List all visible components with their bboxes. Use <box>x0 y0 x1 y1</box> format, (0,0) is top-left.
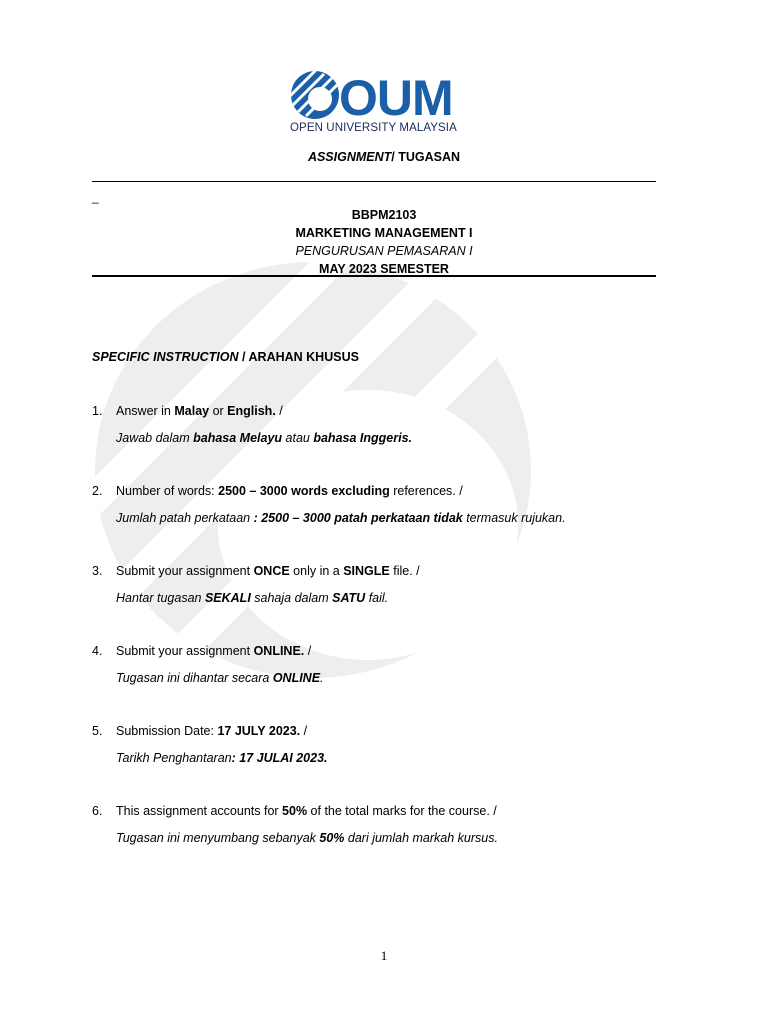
instruction-text-en <box>116 724 307 738</box>
instructions-title-ms: ARAHAN KHUSUS <box>248 350 359 364</box>
oum-logo <box>290 70 470 136</box>
text-run: . <box>320 671 324 685</box>
text-run: ONLINE <box>272 671 321 685</box>
course-code: BBPM2103 <box>351 208 417 222</box>
text-run: Answer in <box>116 404 175 418</box>
instruction-text-ms <box>116 671 324 685</box>
text-run: atau <box>282 431 314 445</box>
document-type-heading <box>0 150 768 164</box>
instruction-text-en <box>116 484 463 498</box>
doc-type-ms: TUGASAN <box>398 150 461 164</box>
instruction-number: 4. <box>92 644 103 658</box>
instruction-number: 3. <box>92 564 103 578</box>
text-run: Number of words: <box>116 484 219 498</box>
text-run: bahasa Inggeris. <box>313 431 412 445</box>
text-run: 50% <box>282 804 308 818</box>
instructions-heading <box>92 350 359 364</box>
logo-wordmark: OUM <box>339 70 453 122</box>
instruction-text-ms <box>116 751 328 765</box>
semester: MAY 2023 SEMESTER <box>319 262 449 276</box>
instruction-text-ms <box>116 511 566 525</box>
text-run: dari jumlah markah kursus. <box>344 831 498 845</box>
instruction-text-ms <box>116 591 388 605</box>
text-run: 17 JULY 2023. <box>217 724 301 738</box>
text-run: only in a <box>289 564 344 578</box>
text-run: / <box>300 724 308 738</box>
text-run: ONLINE. <box>253 644 305 658</box>
course-info <box>0 206 768 278</box>
text-run: Jumlah patah perkataan <box>116 511 254 525</box>
text-run: / <box>304 644 312 658</box>
instruction-text-en <box>116 804 497 818</box>
doc-type-separator: / <box>391 150 399 164</box>
instruction-text-en <box>116 404 283 418</box>
text-run: 2500 – 3000 words excluding <box>218 484 390 498</box>
logo-subtitle: OPEN UNIVERSITY MALAYSIA <box>290 122 457 134</box>
course-title-ms: PENGURUSAN PEMASARAN I <box>295 244 473 258</box>
text-run: Submit your assignment <box>116 564 254 578</box>
text-run: : 2500 – 3000 patah perkataan tidak <box>253 511 463 525</box>
oum-logo-mark <box>290 70 470 122</box>
course-divider <box>92 275 656 277</box>
text-run: Tugasan ini dihantar secara <box>116 671 273 685</box>
text-run: Submit your assignment <box>116 644 254 658</box>
text-run: SEKALI <box>204 591 251 605</box>
text-run: bahasa Melayu <box>193 431 283 445</box>
text-run: / <box>275 404 283 418</box>
text-run: Tugasan ini menyumbang sebanyak <box>116 831 320 845</box>
instruction-text-ms <box>116 431 412 445</box>
instruction-number: 6. <box>92 804 103 818</box>
instruction-number: 2. <box>92 484 103 498</box>
text-run: Jawab dalam <box>116 431 194 445</box>
text-run: or <box>209 404 228 418</box>
text-run: English. <box>227 404 276 418</box>
text-run: ONCE <box>253 564 290 578</box>
text-run: termasuk rujukan. <box>462 511 566 525</box>
instructions-title-en: SPECIFIC INSTRUCTION <box>92 350 239 364</box>
instruction-text-ms <box>116 831 498 845</box>
text-run: Hantar tugasan <box>116 591 205 605</box>
text-run: This assignment accounts for <box>116 804 283 818</box>
page-number: 1 <box>380 948 388 963</box>
text-run: references. / <box>389 484 463 498</box>
text-run: file. / <box>389 564 420 578</box>
text-run: Malay <box>174 404 210 418</box>
instruction-text-en <box>116 564 420 578</box>
top-divider <box>92 181 656 182</box>
instruction-number: 1. <box>92 404 103 418</box>
text-run: fail. <box>365 591 389 605</box>
instructions-title-separator: / <box>238 350 249 364</box>
instruction-text-en <box>116 644 311 658</box>
text-run: sahaja dalam <box>250 591 333 605</box>
text-run: of the total marks for the course. / <box>307 804 497 818</box>
stray-underscore: _ <box>92 190 99 204</box>
text-run: SATU <box>332 591 366 605</box>
text-run: Tarikh Penghantaran <box>116 751 232 765</box>
instruction-number: 5. <box>92 724 103 738</box>
text-run: SINGLE <box>343 564 390 578</box>
text-run: 50% <box>319 831 345 845</box>
text-run: : 17 JULAI 2023. <box>231 751 328 765</box>
doc-type-en: ASSIGNMENT <box>307 150 392 164</box>
course-title-en: MARKETING MANAGEMENT I <box>295 226 473 240</box>
text-run: Submission Date: <box>116 724 218 738</box>
